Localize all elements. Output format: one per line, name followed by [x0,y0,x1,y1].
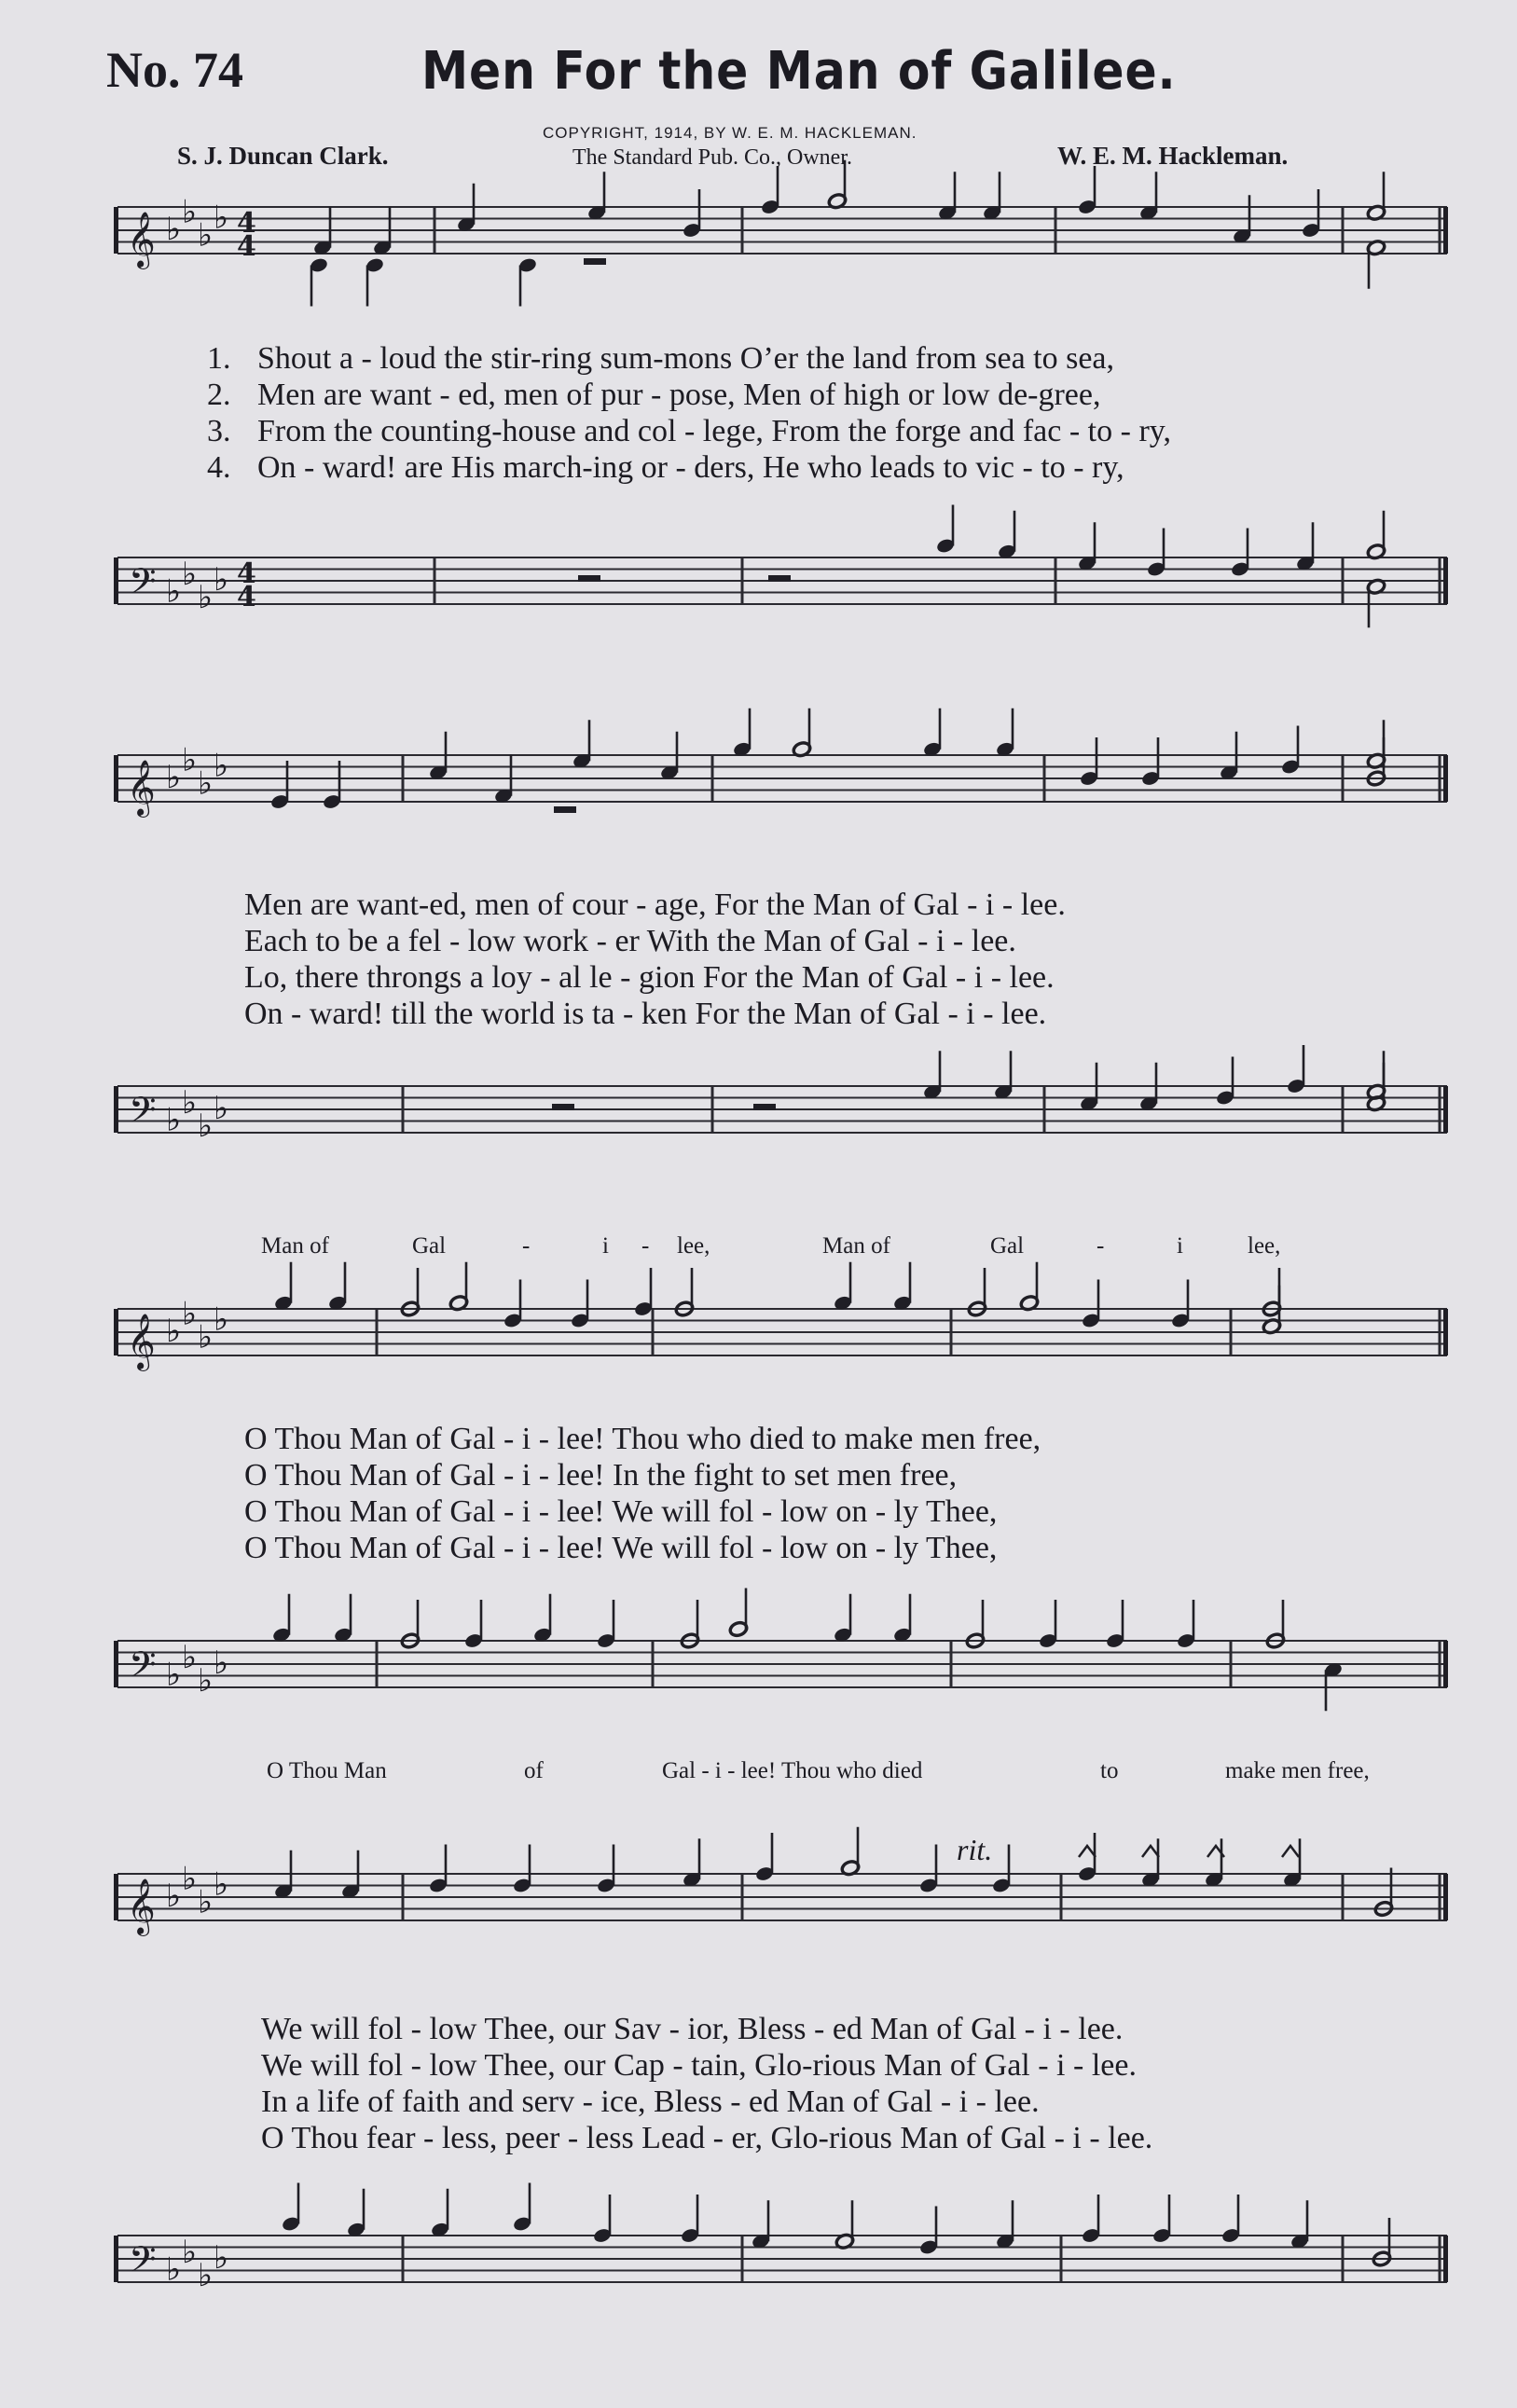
ritardando-marking: rit. [957,1833,993,1866]
bass-echo-word: to [1100,1758,1119,1783]
bass-clef: 𝄢 [129,1089,157,1139]
composer-credit: W. E. M. Hackleman. [1057,142,1289,170]
bass-echo-word: of [524,1758,544,1783]
flat-sign: ♭ [166,1656,182,1694]
flat-sign: ♭ [198,1661,214,1699]
verse-line: O Thou fear - less, peer - less Lead - er, Glo-rious Man of Gal - i - lee. [261,2121,1153,2155]
chorus-echo-word: Gal [412,1233,447,1259]
bass-echo-word: make men free, [1225,1758,1370,1783]
verse-line: From the counting-house and col - lege, From the forge and fac - to - ry, [257,414,1172,448]
rest [578,575,600,582]
lyricist-credit: S. J. Duncan Clark. [177,142,389,170]
time-signature-top: 4 [237,207,256,240]
final-bar-line [1443,207,1448,254]
accent-mark [1282,1846,1299,1857]
rest [768,575,791,582]
flat-sign: ♭ [198,216,214,255]
flat-sign: ♭ [214,1300,229,1339]
rest [554,806,576,813]
flat-sign: ♭ [198,1883,214,1921]
flat-sign: ♭ [214,199,229,237]
hymn-number: No. 74 [106,42,243,98]
bass-clef: 𝄢 [129,2238,157,2289]
chorus-echo-word: Man of [822,1233,890,1259]
flat-sign: ♭ [166,1878,182,1915]
chorus-echo-word: i [1177,1233,1183,1259]
chorus-echo-word: lee, [1248,1233,1281,1259]
copyright-notice: COPYRIGHT, 1914, BY W. E. M. HACKLEMAN. [543,124,917,142]
flat-sign: ♭ [214,1644,229,1682]
flat-sign: ♭ [182,1295,198,1333]
verse-line: Shout a - loud the stir-ring sum-mons O’er the land from sea to sea, [257,341,1115,376]
verse-number: 3. [207,414,231,448]
flat-sign: ♭ [198,2256,214,2294]
treble-clef: 𝄞 [127,1314,156,1369]
final-bar-line [1443,1874,1448,1920]
flat-sign: ♭ [166,572,182,611]
flat-sign: ♭ [166,759,182,796]
treble-clef: 𝄞 [127,1878,156,1934]
verse-line: Men are want-ed, men of cour - age, For the Man of Gal - i - lee. [244,888,1066,922]
final-bar-line [1443,1641,1448,1687]
bass-echo-word: O Thou Man [267,1758,387,1783]
start-bar-line [114,557,118,604]
verse-line: We will fol - low Thee, our Cap - tain, Glo-rious Man of Gal - i - lee. [261,2048,1137,2083]
start-bar-line [114,1874,118,1920]
chorus-echo-word: - [522,1233,531,1259]
treble-clef: 𝄞 [127,760,156,816]
flat-sign: ♭ [214,561,229,599]
start-bar-line [114,1309,118,1355]
bass-echo-word: Gal - i - lee! Thou who died [662,1758,923,1783]
verse-line: O Thou Man of Gal - i - lee! We will fol - low on - ly Thee, [244,1531,998,1565]
flat-sign: ♭ [166,211,182,248]
flat-sign: ♭ [214,1865,229,1904]
verse-number: 2. [207,378,231,412]
start-bar-line [114,2236,118,2282]
bass-clef: 𝄢 [129,560,157,611]
flat-sign: ♭ [198,578,214,616]
chorus-echo-word: Gal [990,1233,1025,1259]
chorus-echo-word: lee, [677,1233,710,1259]
start-bar-line [114,755,118,802]
flat-sign: ♭ [166,2250,182,2289]
final-bar-line [1443,755,1448,802]
owner-notice: The Standard Pub. Co., Owner. [572,145,852,170]
flat-sign: ♭ [214,747,229,785]
chorus-echo-word: i [602,1233,609,1259]
flat-sign: ♭ [198,764,214,803]
treble-clef: 𝄞 [127,212,156,268]
flat-sign: ♭ [182,2233,198,2271]
bass-clef: 𝄢 [129,1644,157,1694]
verse-line: Each to be a fel - low work - er With the Man of Gal - i - lee. [244,924,1016,958]
verse-line: O Thou Man of Gal - i - lee! Thou who died to make men free, [244,1422,1041,1456]
verse-number: 4. [207,450,231,485]
verse-line: O Thou Man of Gal - i - lee! In the fight to set men free, [244,1458,958,1493]
verse-line: We will fol - low Thee, our Sav - ior, Bless - ed Man of Gal - i - lee. [261,2012,1124,2046]
time-signature-top: 4 [237,557,256,590]
final-bar-line [1443,1086,1448,1133]
verse-line: On - ward! are His march-ing or - ders, He who leads to vic - to - ry, [257,450,1124,485]
flat-sign: ♭ [182,1860,198,1898]
flat-sign: ♭ [182,1083,198,1121]
start-bar-line [114,207,118,254]
verse-line: O Thou Man of Gal - i - lee! We will fol - low on - ly Thee, [244,1494,998,1529]
flat-sign: ♭ [166,1313,182,1350]
chorus-echo-word: - [1096,1233,1105,1259]
flat-sign: ♭ [198,1318,214,1356]
final-bar-line [1443,2236,1448,2282]
flat-sign: ♭ [214,1090,229,1127]
time-signature-bottom: 4 [237,230,256,263]
flat-sign: ♭ [198,1107,214,1145]
flat-sign: ♭ [182,741,198,779]
accent-mark [1079,1846,1096,1857]
hymn-title: Men For the Man of Galilee. [421,41,1177,102]
final-bar-line [1443,557,1448,604]
chorus-echo-word: Man of [261,1233,329,1259]
flat-sign: ♭ [182,193,198,231]
verse-line: On - ward! till the world is ta - ken For the Man of Gal - i - lee. [244,997,1047,1031]
rest [552,1104,574,1110]
start-bar-line [114,1086,118,1133]
verse-line: Lo, there throngs a loy - al le - gion For the Man of Gal - i - lee. [244,960,1055,995]
rest [584,258,606,265]
start-bar-line [114,1641,118,1687]
verse-number: 1. [207,341,231,376]
time-signature-bottom: 4 [237,581,256,613]
verse-line: In a life of faith and serv - ice, Bless - ed Man of Gal - i - lee. [261,2085,1040,2119]
chorus-echo-word: - [641,1233,650,1259]
flat-sign: ♭ [182,555,198,593]
rest [753,1104,776,1110]
final-bar-line [1443,1309,1448,1355]
accent-mark [1142,1846,1159,1857]
flat-sign: ♭ [166,1101,182,1139]
flat-sign: ♭ [214,2239,229,2277]
verse-line: Men are want - ed, men of pur - pose, Men of high or low de-gree, [257,378,1101,412]
flat-sign: ♭ [182,1638,198,1676]
